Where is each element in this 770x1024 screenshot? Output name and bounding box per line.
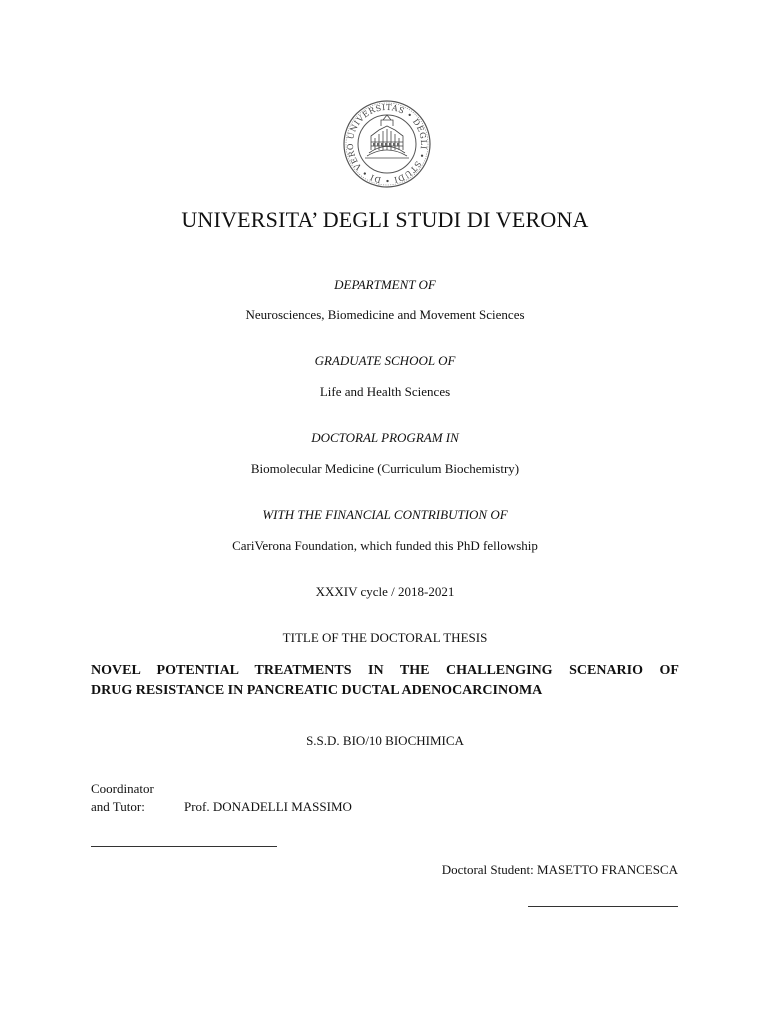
program-value: Biomolecular Medicine (Curriculum Biochemistry) xyxy=(250,461,520,476)
student-label: Doctoral Student: MASETTO FRANCESCA xyxy=(441,862,678,877)
student-signature-line xyxy=(528,906,678,907)
thesis-label: TITLE OF THE DOCTORAL THESIS xyxy=(282,630,488,645)
school-label: GRADUATE SCHOOL OF xyxy=(314,353,456,368)
seal-motto: UNIVERSITAS • DEGLI • STUDI • DI • VERO xyxy=(345,102,429,186)
coordinator-label-1: Coordinator xyxy=(91,781,154,796)
program-label: DOCTORAL PROGRAM IN xyxy=(311,430,459,445)
seal-icon xyxy=(343,100,431,188)
cycle: XXXIV cycle / 2018-2021 xyxy=(315,584,455,599)
ssd: S.S.D. BIO/10 BIOCHIMICA xyxy=(306,733,464,748)
coordinator-signature-line xyxy=(91,846,277,847)
thesis-title-line-1: NOVEL POTENTIAL TREATMENTS IN THE CHALLENGING SCENARIO OF xyxy=(91,663,679,678)
university-name: UNIVERSITA’ DEGLI STUDI DI VERONA xyxy=(181,207,589,232)
thesis-title-line-2: DRUG RESISTANCE IN PANCREATIC DUCTAL ADENOCARCINOMA xyxy=(91,683,543,698)
thesis-title xyxy=(91,661,679,701)
school-value: Life and Health Sciences xyxy=(319,384,451,399)
university-seal xyxy=(343,100,431,188)
department-label: DEPARTMENT OF xyxy=(334,277,436,292)
coordinator-name: Prof. DONADELLI MASSIMO xyxy=(184,799,352,814)
coordinator-label-2: and Tutor: xyxy=(91,799,145,814)
department-value: Neurosciences, Biomedicine and Movement Sciences xyxy=(245,307,525,322)
funding-label: WITH THE FINANCIAL CONTRIBUTION OF xyxy=(262,507,508,522)
funding-value: CariVerona Foundation, which funded this PhD fellowship xyxy=(232,538,538,553)
